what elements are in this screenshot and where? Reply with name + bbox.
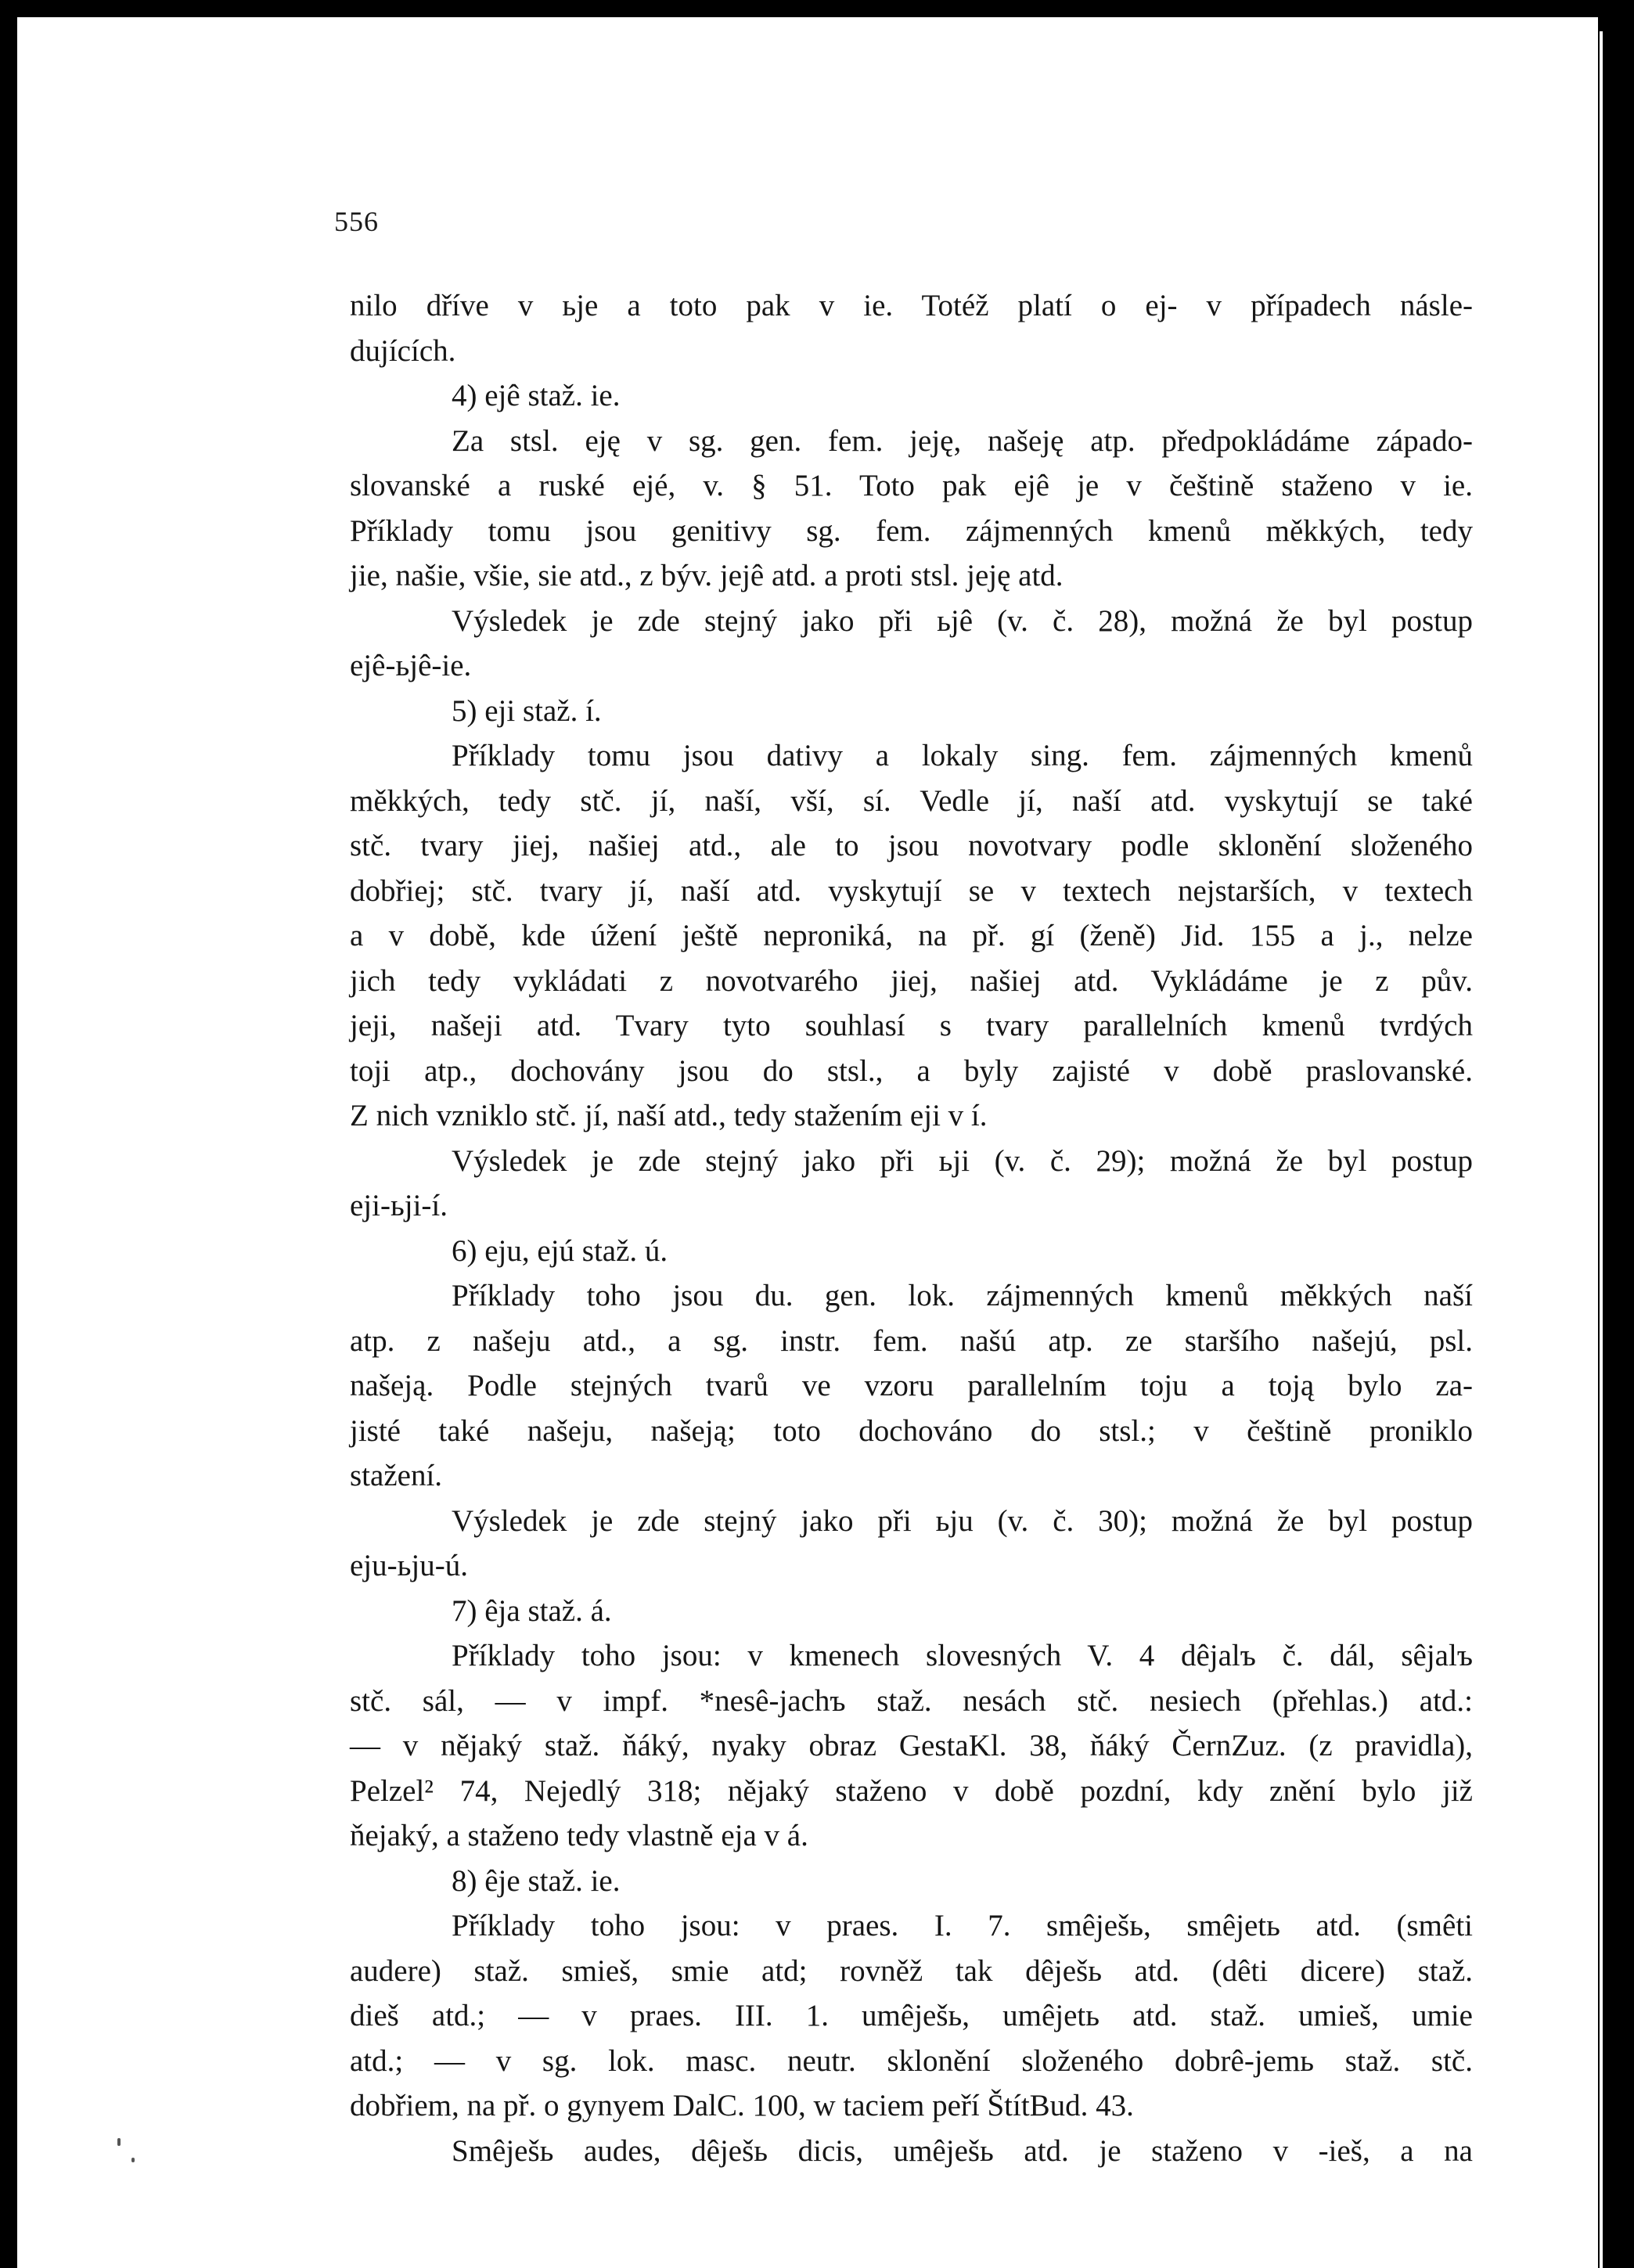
- text-line: ejê-ьjê-ie.: [350, 649, 472, 682]
- text-line: atp. z našeju atd., a sg. instr. fem. našú atp. ze staršího našejú, psl.: [350, 1323, 1473, 1358]
- text-line: dobřiem, na př. o gynyem DalC. 100, w taciem peří ŠtítBud. 43.: [350, 2089, 1134, 2122]
- text-line: Výsledek je zde stejný jako při ьji (v. č. 29); možná že byl postup: [452, 1143, 1473, 1178]
- text-line: jich tedy vykládati z novotvarého jiej, našiej atd. Vykládáme je z pův.: [350, 963, 1473, 998]
- text-line: Příklady tomu jsou dativy a lokaly sing. fem. zájmenných kmenů: [452, 739, 1473, 772]
- scan-border: [1598, 0, 1634, 2268]
- text-line: toji atp., dochovány jsou do stsl., a byly zajisté v době praslovanské.: [350, 1053, 1473, 1088]
- body-text: [350, 283, 1473, 2173]
- text-line: 6) eju, ejú staž. ú.: [452, 1233, 668, 1268]
- text-line: ňejaký, a staženo tedy vlastně eja v á.: [350, 1819, 808, 1852]
- scan-edge-line: [1600, 31, 1603, 2268]
- text-line: — v nějaký staž. ňáký, nyaky obraz GestaKl. 38, ňáký ČernZuz. (z pravidla),: [350, 1729, 1473, 1762]
- text-line: 5) eji staž. í.: [452, 693, 602, 728]
- text-line: měkkých, tedy stč. jí, naší, vší, sí. Vedle jí, naší atd. vyskytují se také: [350, 783, 1473, 818]
- text-line: Pelzel² 74, Nejedlý 318; nějaký staženo v době pozdní, kdy znění bylo již: [350, 1773, 1473, 1808]
- text-line: našeją. Podle stejných tvarů ve vzoru parallelním toju a toją bylo za-: [350, 1369, 1473, 1402]
- text-line: dieš atd.; — v praes. III. 1. umêješь, umêjetь atd. staž. umieš, umie: [350, 1999, 1473, 2032]
- text-line: jisté také našeju, našeją; toto dochováno do stsl.; v češtině proniklo: [350, 1413, 1473, 1448]
- text-line: 7) êja staž. á.: [452, 1593, 612, 1628]
- page-number: 556: [334, 206, 379, 237]
- text-line: eju-ьju-ú.: [350, 1549, 468, 1582]
- text-line: dobřiej; stč. tvary jí, naší atd. vyskytují se v textech nejstarších, v textech: [350, 873, 1473, 908]
- text-line: Výsledek je zde stejný jako při ьjê (v. č. 28), možná že byl postup: [452, 603, 1473, 638]
- text-line: Za stsl. eję v sg. gen. fem. jeję, našeję atp. předpokládáme západo-: [452, 423, 1473, 458]
- text-line: Z nich vzniklo stč. jí, naší atd., tedy stažením eji v í.: [350, 1099, 988, 1132]
- text-line: stažení.: [350, 1459, 443, 1492]
- text-line: Smêješь audes, dêješь dicis, umêješь atd. je staženo v -ieš, a na: [452, 2133, 1473, 2168]
- text-line: eji-ьji-í.: [350, 1189, 448, 1222]
- text-line: audere) staž. smieš, smie atd; rovněž tak dêješь atd. (dêti dicere) staž.: [350, 1953, 1473, 1988]
- text-line: nilo dříve v ьje a toto pak v ie. Totéž platí o ej- v případech násle-: [350, 289, 1473, 322]
- text-line: slovanské a ruské ejé, v. § 51. Toto pak ejê je v češtině staženo v ie.: [350, 469, 1473, 502]
- text-line: dujících.: [350, 333, 456, 368]
- text-line: jeji, našeji atd. Tvary tyto souhlasí s tvary parallelních kmenů tvrdých: [350, 1009, 1473, 1042]
- page-sheet: [17, 17, 1598, 2268]
- text-line: Příklady toho jsou du. gen. lok. zájmenných kmenů měkkých naší: [452, 1279, 1473, 1312]
- text-line: jie, našie, všie, sie atd., z býv. jejê atd. a proti stsl. jeję atd.: [350, 559, 1064, 592]
- text-line: stč. tvary jiej, našiej atd., ale to jsou novotvary podle sklonění složeného: [350, 829, 1473, 862]
- text-line: 8) êje staž. ie.: [452, 1863, 621, 1898]
- text-line: Příklady toho jsou: v kmenech slovesných V. 4 dêjalъ č. dál, sêjalъ: [452, 1639, 1473, 1672]
- text-line: Příklady toho jsou: v praes. I. 7. smêješь, smêjetь atd. (smêti: [452, 1909, 1473, 1942]
- text-line: Příklady tomu jsou genitivy sg. fem. zájmenných kmenů měkkých, tedy: [350, 513, 1473, 548]
- text-line: stč. sál, — v impf. *nesê-jachъ staž. nesách stč. nesiech (přehlas.) atd.:: [350, 1683, 1473, 1718]
- text-line: 4) ejê staž. ie.: [452, 379, 621, 412]
- text-line: atd.; — v sg. lok. masc. neutr. sklonění složeného dobrê-jemь staž. stč.: [350, 2043, 1473, 2078]
- text-line: a v době, kde úžení ještě neproniká, na př. gí (ženě) Jid. 155 a j., nelze: [350, 919, 1473, 952]
- text-line: Výsledek je zde stejný jako při ьju (v. č. 30); možná že byl postup: [452, 1503, 1473, 1538]
